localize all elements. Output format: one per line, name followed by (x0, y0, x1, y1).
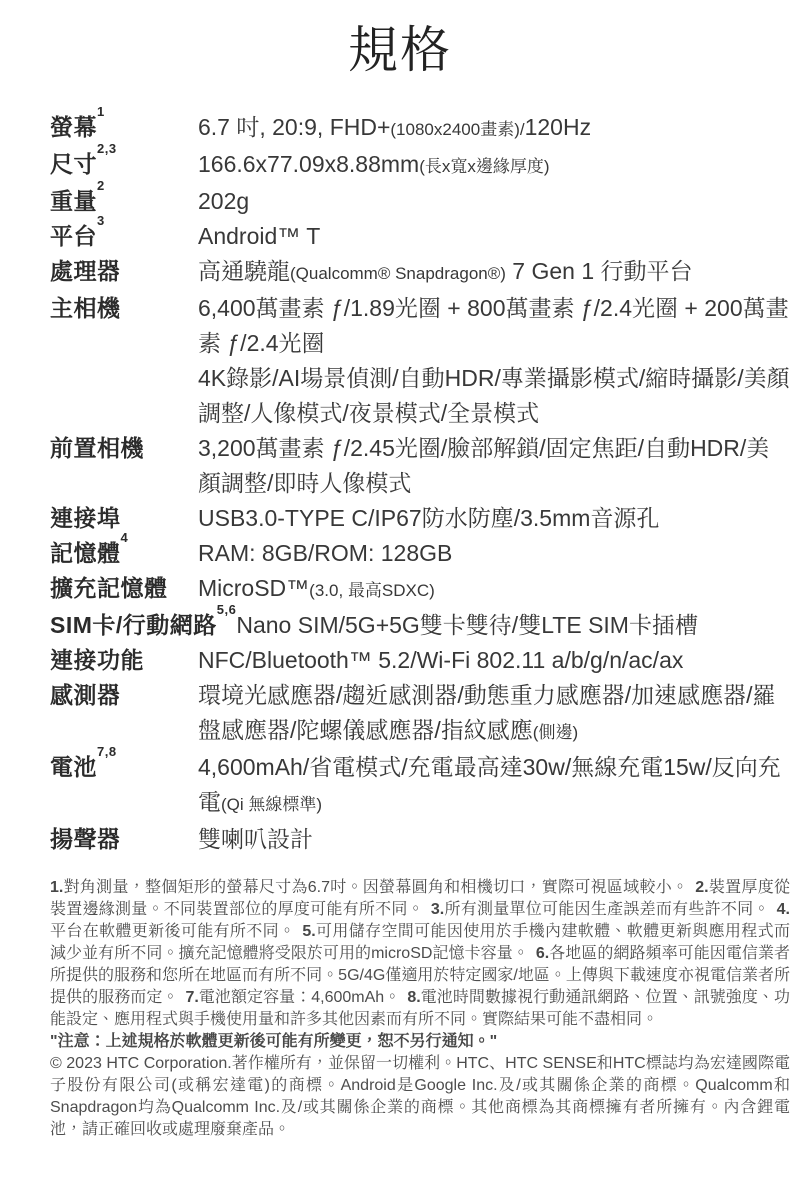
footnote-ref: 2 (97, 178, 105, 193)
spec-value-ports (198, 501, 790, 536)
spec-row-speaker (50, 822, 790, 857)
spec-value-memory (198, 536, 790, 571)
footnote-text: 電池時間數據視行動通訊網路、位置、訊號強度、功能設定、應用程式與手機使用量和許多其他因素而有所不同。實際結果可能不盡相同。 (50, 989, 790, 1028)
footnote-number: 6. (535, 945, 550, 962)
footnote-text: 對角測量，整個矩形的螢幕尺寸為6.7吋。因螢幕圓角和相機切口，實際可視區域較小。 (63, 879, 689, 896)
spec-sheet-page (0, 20, 800, 1141)
value-text: 6.7 吋, 20:9, FHD+ (198, 114, 391, 140)
spec-label-text: 處理器 (50, 258, 121, 284)
spec-value-processor (198, 254, 790, 291)
footnote-number: 7. (185, 989, 199, 1006)
spec-row-connectivity (50, 643, 790, 678)
spec-label-processor (50, 254, 198, 291)
spec-label-memory (50, 530, 198, 571)
spec-label-battery (50, 744, 198, 822)
spec-label-front-camera (50, 431, 198, 501)
spec-label-text: 記憶體 (50, 540, 121, 566)
spec-row-battery (50, 744, 790, 822)
footnote-ref: 4 (120, 530, 129, 545)
spec-row-processor (50, 254, 790, 291)
spec-value-speaker (198, 822, 790, 857)
spec-label-weight (50, 178, 198, 219)
value-text: 雙喇叭設計 (198, 826, 313, 852)
spec-label-text: 連接功能 (50, 647, 144, 673)
spec-label-text: 感測器 (50, 682, 121, 708)
footnote-7 (178, 989, 400, 1006)
footnote-number: 2. (695, 879, 709, 896)
value-text: 202g (198, 188, 250, 214)
spec-label-text: 平台 (50, 223, 97, 249)
footnote-ref: 1 (97, 104, 105, 119)
spec-value-connectivity (198, 643, 790, 678)
spec-value-front-camera (198, 431, 790, 501)
footnote-ref: 2,3 (97, 141, 117, 156)
spec-label-text: 揚聲器 (50, 826, 121, 852)
spec-value-sim-network: Nano SIM/5G+5G雙卡雙待/雙LTE SIM卡插槽 (236, 612, 698, 638)
value-text: 環境光感應器/趨近感測器/動態重力感應器/加速感應器/羅盤感應器/陀螺儀感應器/指紋感應 (198, 682, 776, 743)
spec-label-main-camera (50, 291, 198, 431)
spec-row-front-camera (50, 431, 790, 501)
spec-label-text: SIM卡/行動網路 (50, 612, 217, 638)
spec-row-expandable-memory (50, 571, 790, 608)
spec-value-dimensions (198, 147, 790, 184)
value-text-small: (Qualcomm® Snapdragon®) (290, 264, 506, 283)
spec-change-notice: "注意：上述規格於軟體更新後可能有所變更，恕不另行通知。" (50, 1033, 498, 1050)
value-text: 4,600mAh/省電模式/充電最高達30w/無線充電15w/反向充電 (198, 754, 781, 815)
value-text-small: (側邊) (532, 723, 579, 742)
spec-row-sim-network (50, 602, 790, 643)
footnote-text: 裝置厚度從裝置邊緣測量。不同裝置部位的厚度可能有所不同。 (50, 879, 790, 918)
footnote-text: 各地區的網路頻率可能因電信業者所提供的服務和您所在地區而有所不同。5G/4G僅適用於特定國家/地區。上傳與下載速度亦視電信業者所提供的服務而定。 (50, 945, 790, 1006)
value-text: NFC/Bluetooth™ 5.2/Wi-Fi 802.11 a/b/g/n/ac/ax (198, 647, 684, 673)
spec-label-text: 尺寸 (50, 151, 97, 177)
spec-row-ports (50, 501, 790, 536)
spec-label-text: 電池 (50, 754, 97, 780)
spec-row-dimensions (50, 141, 790, 184)
value-text: MicroSD™ (198, 575, 310, 601)
copyright-legal-text: © 2023 HTC Corporation.著作權所有，並保留一切權利。HTC、HTC SENSE和HTC標誌均為宏達國際電子股份有限公司(或稱宏達電)的商標。Android是Google Inc.及/或其關係企業的商標。Qualcomm和Snapdragon均為Qualcomm Inc.及/或其關係企業的商標。其他商標為其商標擁有者所擁有。內含鋰電池，請正確回收或處理廢棄產品。 (50, 1055, 790, 1138)
spec-label-text: 前置相機 (50, 435, 144, 461)
value-text: 高通驍龍 (198, 258, 290, 284)
footnote-ref: 5,6 (216, 602, 237, 617)
spec-value-screen (198, 110, 790, 147)
value-text: 3,200萬畫素 ƒ/2.45光圈/臉部解鎖/固定焦距/自動HDR/美顏調整/即時人像模式 (198, 435, 770, 496)
footnote-number: 4. (776, 901, 790, 918)
footnote-text: 所有測量單位可能因生產誤差而有些許不同。 (444, 901, 770, 918)
footnote-number: 8. (407, 989, 421, 1006)
spec-label-dimensions (50, 141, 198, 184)
footnote-ref: 3 (97, 213, 105, 228)
footnote-text: 電池額定容量：4,600mAh。 (198, 989, 401, 1006)
value-text: RAM: 8GB/ROM: 128GB (198, 540, 453, 566)
spec-label-connectivity (50, 643, 198, 678)
spec-table (50, 104, 790, 857)
value-text-small: (長x寬x邊緣厚度) (419, 157, 550, 176)
spec-value-battery (198, 750, 790, 822)
footnote-text: 平台在軟體更新後可能有所不同。 (50, 923, 296, 940)
footnote-1 (50, 879, 688, 896)
spec-label-sensors (50, 678, 198, 750)
footnote-number: 1. (50, 879, 64, 896)
footnote-number: 3. (430, 901, 445, 918)
spec-row-screen (50, 104, 790, 147)
value-text: 6,400萬畫素 ƒ/1.89光圈 + 800萬畫素 ƒ/2.4光圈 + 200萬畫素 ƒ/2.4光圈 (198, 295, 789, 356)
spec-label-text: 重量 (50, 188, 97, 214)
value-text-small: (3.0, 最高SDXC) (309, 581, 435, 600)
value-text: Android™ T (198, 223, 321, 249)
value-text: 120Hz (524, 114, 592, 140)
footnote-number: 5. (302, 923, 316, 940)
value-text-small: (1080x2400畫素)/ (390, 120, 525, 139)
spec-label-sim-network (50, 602, 237, 638)
spec-value-sensors (198, 678, 790, 750)
spec-value-expandable-memory (198, 571, 790, 608)
spec-label-speaker (50, 822, 198, 857)
footnote-3 (424, 901, 770, 918)
spec-label-expandable-memory (50, 571, 198, 608)
value-text: USB3.0-TYPE C/IP67防水防塵/3.5mm音源孔 (198, 505, 660, 531)
value-text: 7 Gen 1 行動平台 (505, 258, 693, 284)
spec-value-weight (198, 184, 790, 219)
spec-label-platform (50, 213, 198, 254)
spec-value-platform (198, 219, 790, 254)
value-line (198, 291, 790, 361)
spec-value-main-camera (198, 291, 790, 431)
value-text: 4K錄影/AI場景偵測/自動HDR/專業攝影模式/縮時攝影/美顏調整/人像模式/夜景模式/全景模式 (198, 365, 790, 426)
value-text: 166.6x77.09x8.88mm (198, 151, 420, 177)
spec-row-main-camera (50, 291, 790, 431)
spec-label-text: 螢幕 (50, 114, 97, 140)
spec-row-weight (50, 178, 790, 219)
spec-label-screen (50, 104, 198, 147)
spec-label-text: 連接埠 (50, 505, 121, 531)
footnote-ref: 7,8 (97, 744, 117, 759)
footnote-text: 可用儲存空間可能因使用於手機內建軟體、軟體更新與應用程式而減少並有所不同。擴充記憶體將受限於可用的microSD記憶卡容量。 (50, 923, 790, 962)
spec-label-text: 主相機 (50, 295, 121, 321)
footnotes (50, 877, 790, 1031)
spec-row-sensors (50, 678, 790, 750)
spec-row-memory (50, 530, 790, 571)
value-line (198, 361, 790, 431)
spec-label-text: 擴充記憶體 (50, 575, 168, 601)
spec-row-platform (50, 213, 790, 254)
page-title: 規格 (348, 22, 452, 78)
value-text-small: (Qi 無線標準) (221, 795, 323, 814)
